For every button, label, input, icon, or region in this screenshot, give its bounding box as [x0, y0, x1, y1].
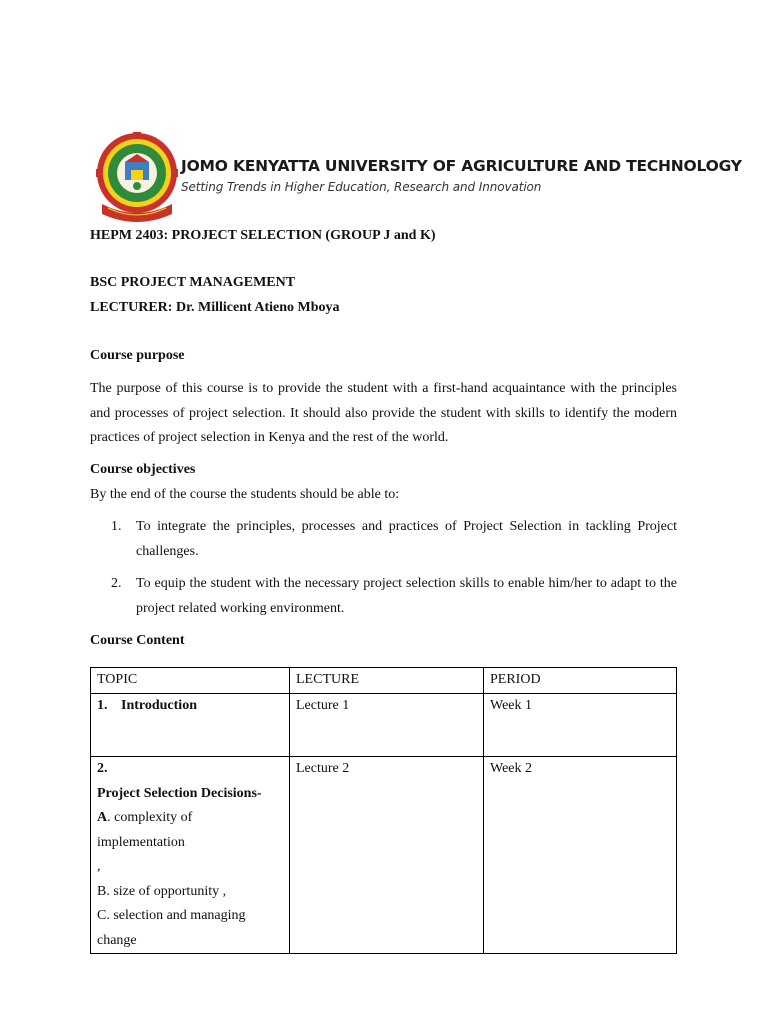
- objective-number: 1.: [111, 519, 122, 534]
- topic-title: Project Selection Decisions-: [97, 785, 262, 801]
- course-objectives-intro: By the end of the course the students should be able to:: [90, 487, 400, 502]
- header-topic: TOPIC: [91, 668, 290, 694]
- university-tagline: Setting Trends in Higher Education, Research and Innovation: [181, 180, 542, 194]
- period-cell: Week 2: [484, 757, 677, 954]
- course-title: HEPM 2403: PROJECT SELECTION (GROUP J and K): [90, 228, 436, 243]
- subtopic-c: C. selection and managing change: [97, 908, 246, 948]
- subtopic-text: . complexity of implementation: [97, 810, 193, 850]
- programme-name: BSC PROJECT MANAGEMENT: [90, 275, 296, 290]
- period-cell: Week 1: [484, 694, 677, 757]
- objective-text: To integrate the principles, processes and practices of Project Selection in tackling Project challenges.: [136, 519, 677, 559]
- lecturer-name: LECTURER: Dr. Millicent Atieno Mboya: [90, 300, 340, 315]
- subtopic-a-comma: ,: [97, 859, 101, 874]
- topic-cell: [91, 694, 290, 757]
- objective-text: To equip the student with the necessary project selection skills to enable him/her to adapt to the project related working environment.: [136, 576, 677, 616]
- subtopic-a: [97, 806, 283, 855]
- table-row: [91, 694, 677, 757]
- header-lecture: LECTURE: [290, 668, 484, 694]
- lecture-cell: Lecture 2: [290, 757, 484, 954]
- header-period: PERIOD: [484, 668, 677, 694]
- lecture-cell: Lecture 1: [290, 694, 484, 757]
- course-content-table: [90, 667, 677, 954]
- objective-item: [111, 515, 677, 564]
- topic-number: 1.: [97, 698, 108, 713]
- objective-number: 2.: [111, 576, 122, 591]
- subtopic-letter: A: [97, 810, 108, 825]
- objective-item: [111, 572, 677, 621]
- course-objectives-heading: Course objectives: [90, 462, 196, 477]
- table-row: [91, 757, 677, 954]
- course-purpose-text: The purpose of this course is to provide the student with a first-hand acquaintance with the principles and processes of project selection. It should also provide the student with skills to identify the modern practices of project selection in Kenya and the rest of the world.: [90, 381, 677, 445]
- table-header-row: [91, 668, 677, 694]
- subtopic-b: B. size of opportunity ,: [97, 883, 227, 899]
- topic-title: Introduction: [121, 698, 197, 713]
- course-purpose-heading: Course purpose: [90, 348, 185, 363]
- university-name: JOMO KENYATTA UNIVERSITY OF AGRICULTURE AND TECHNOLOGY: [181, 157, 742, 175]
- university-crest-icon: [96, 132, 178, 224]
- course-content-heading: Course Content: [90, 633, 185, 648]
- topic-cell: [91, 757, 290, 954]
- topic-number: 2.: [97, 761, 108, 776]
